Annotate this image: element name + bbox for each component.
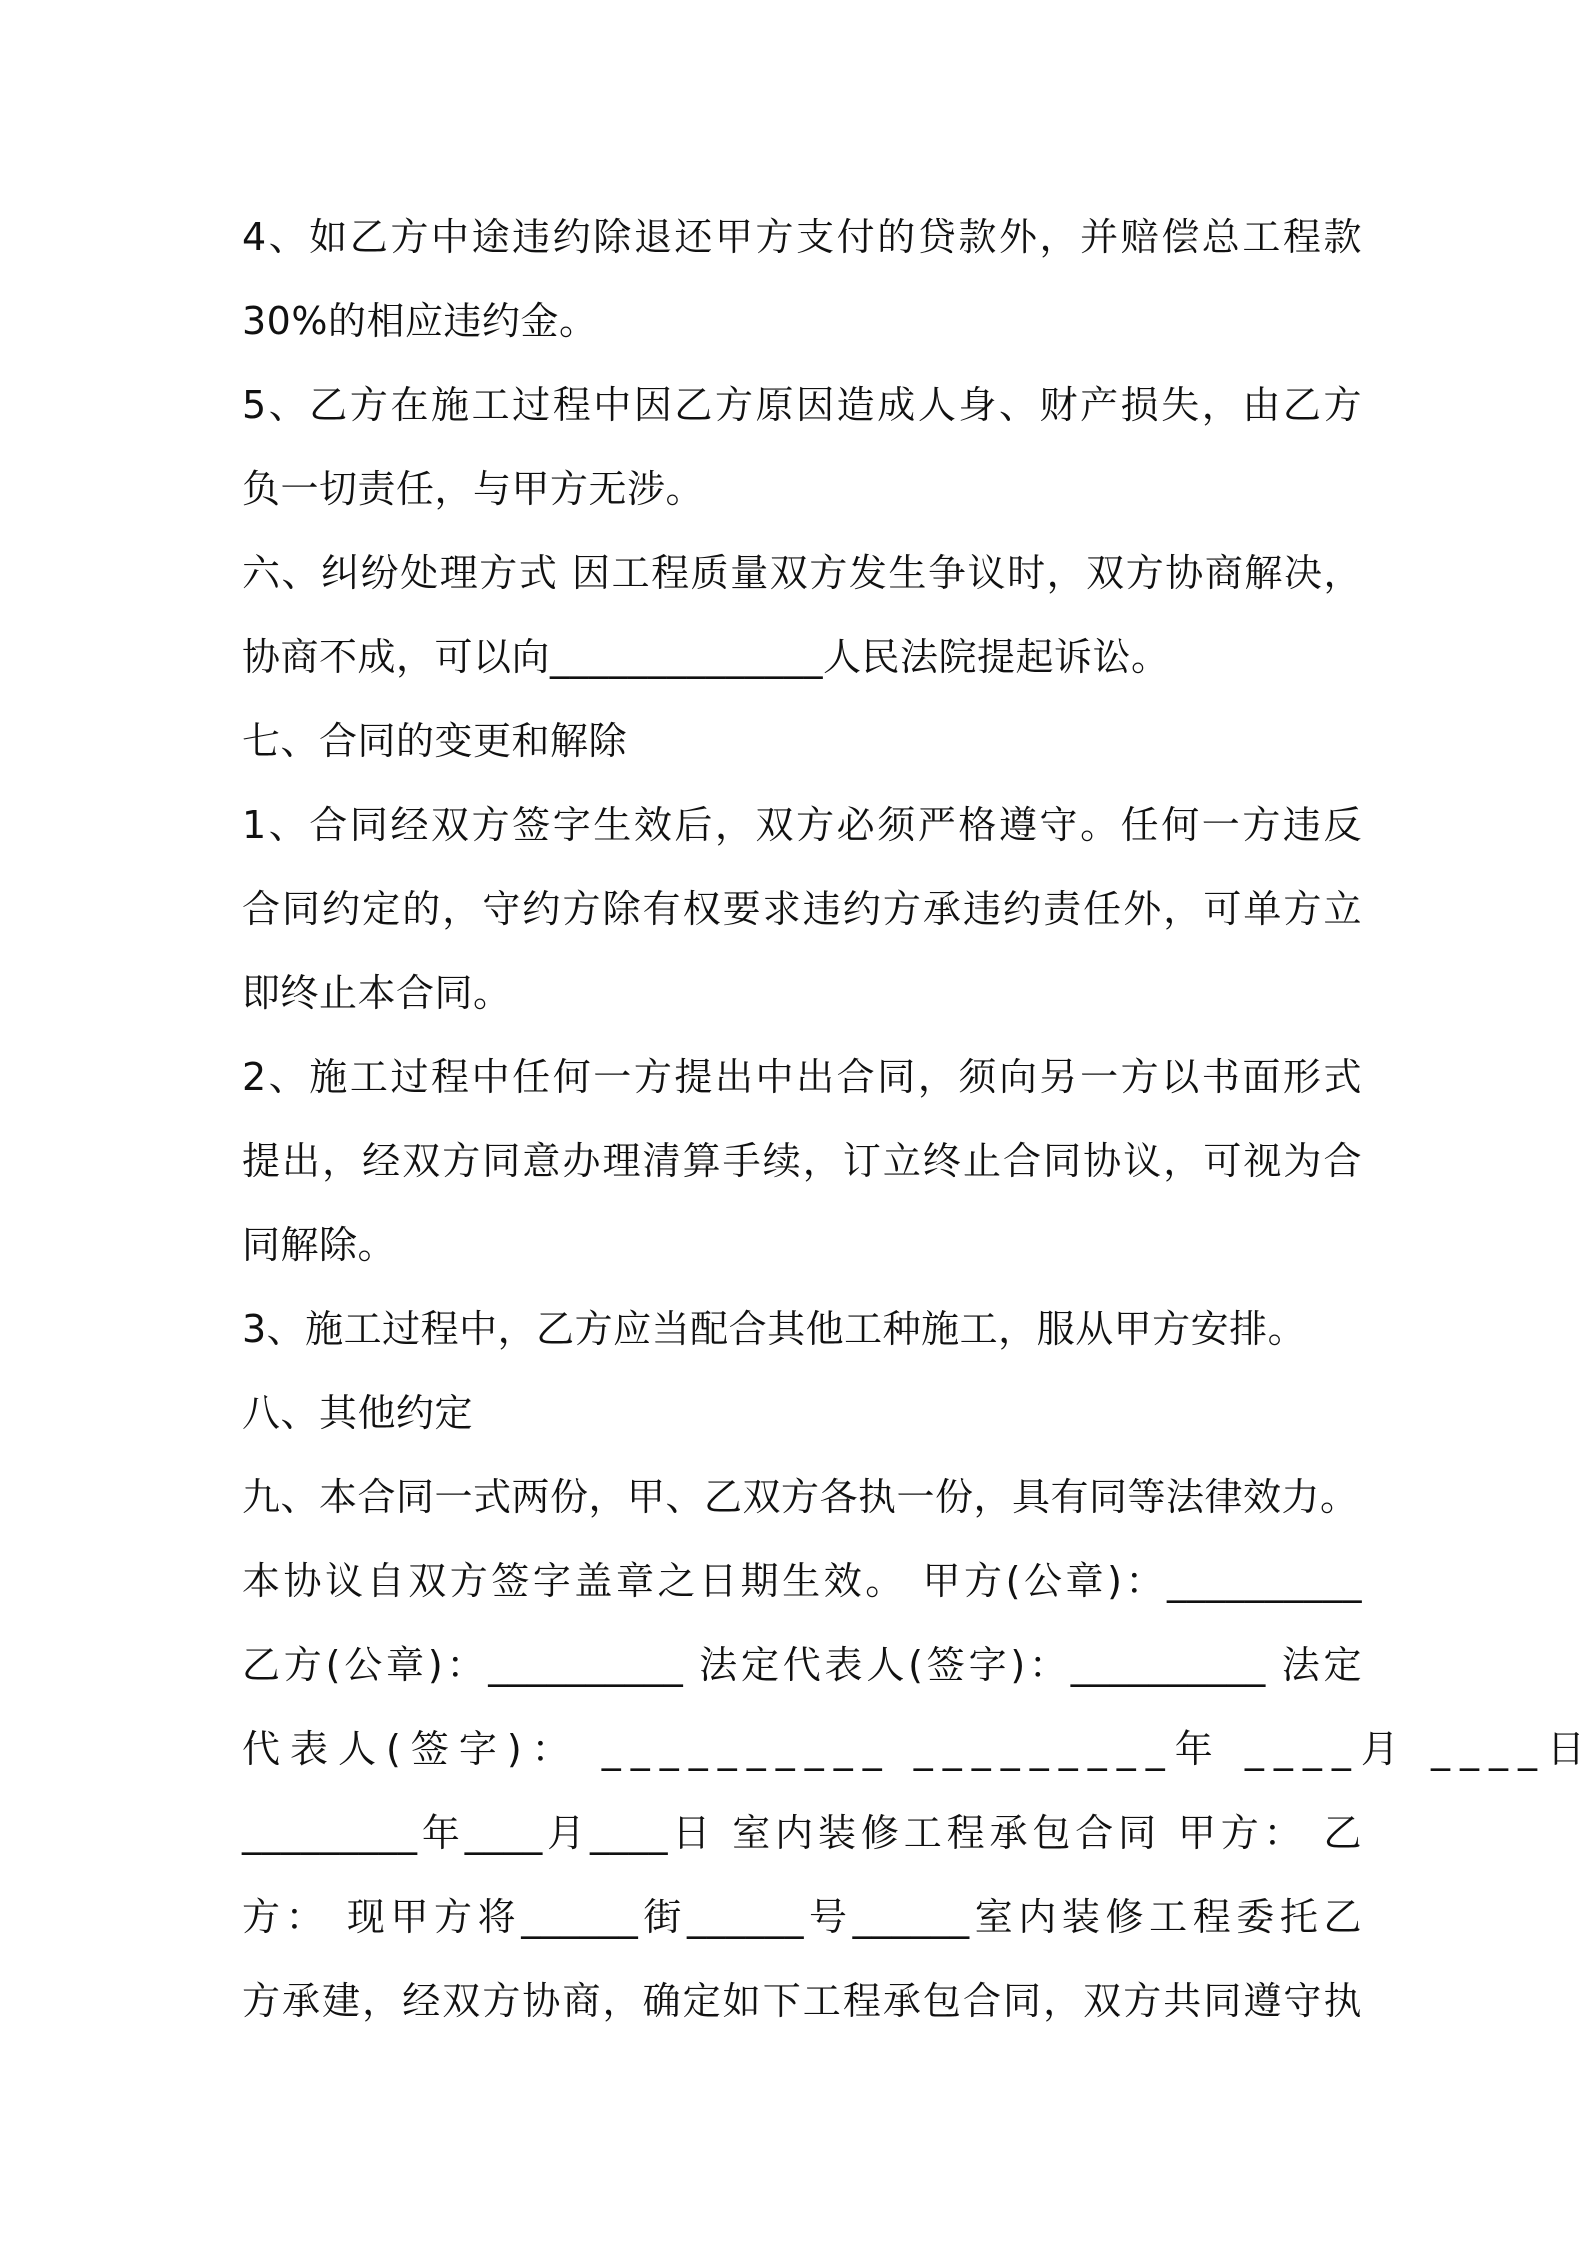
text-line: 5、乙方在施工过程中因乙方原因造成人身、财产损失，由乙方 [242,383,1362,427]
text-line: 1、合同经双方签字生效后，双方必须严格遵守。任何一方违反 [242,803,1362,847]
text-line: 30%的相应违约金。 [242,299,598,343]
text-line: 六、纠纷处理方式 因工程质量双方发生争议时，双方协商解决， [242,551,1362,595]
text-line: 3、施工过程中，乙方应当配合其他工种施工，服从甲方安排。 [242,1307,1307,1351]
signature-line: 代表人(签字)： __________ _________年 ____月 ____日 [242,1727,1595,1771]
text-line: 2、施工过程中任何一方提出中出合同，须向另一方以书面形式 [242,1055,1362,1099]
signature-line: _________年____月____日 室内装修工程承包合同 甲方： 乙 [242,1811,1362,1855]
text-line: 协商不成，可以向______________人民法院提起诉讼。 [242,635,1170,679]
section-heading: 七、合同的变更和解除 [242,719,628,763]
text-line: 即终止本合同。 [242,971,512,1015]
signature-line: 乙方(公章)：__________ 法定代表人(签字)：__________ 法定 [242,1643,1362,1687]
text-line: 负一切责任，与甲方无涉。 [242,467,705,511]
signature-line: 本协议自双方签字盖章之日期生效。 甲方(公章)：__________ [242,1559,1362,1603]
text-line: 提出，经双方同意办理清算手续，订立终止合同协议，可视为合 [242,1139,1362,1183]
text-line: 方承建，经双方协商，确定如下工程承包合同，双方共同遵守执 [242,1979,1362,2023]
text-line: 九、本合同一式两份，甲、乙双方各执一份，具有同等法律效力。 [242,1475,1359,1519]
text-line: 方： 现甲方将______街______号______室内装修工程委托乙 [242,1895,1362,1939]
text-line: 4、如乙方中途违约除退还甲方支付的贷款外，并赔偿总工程款 [242,215,1362,259]
text-line: 合同约定的，守约方除有权要求违约方承违约责任外，可单方立 [242,887,1362,931]
contract-text [242,195,1595,2043]
text-line: 同解除。 [242,1223,397,1267]
section-heading: 八、其他约定 [242,1391,474,1435]
